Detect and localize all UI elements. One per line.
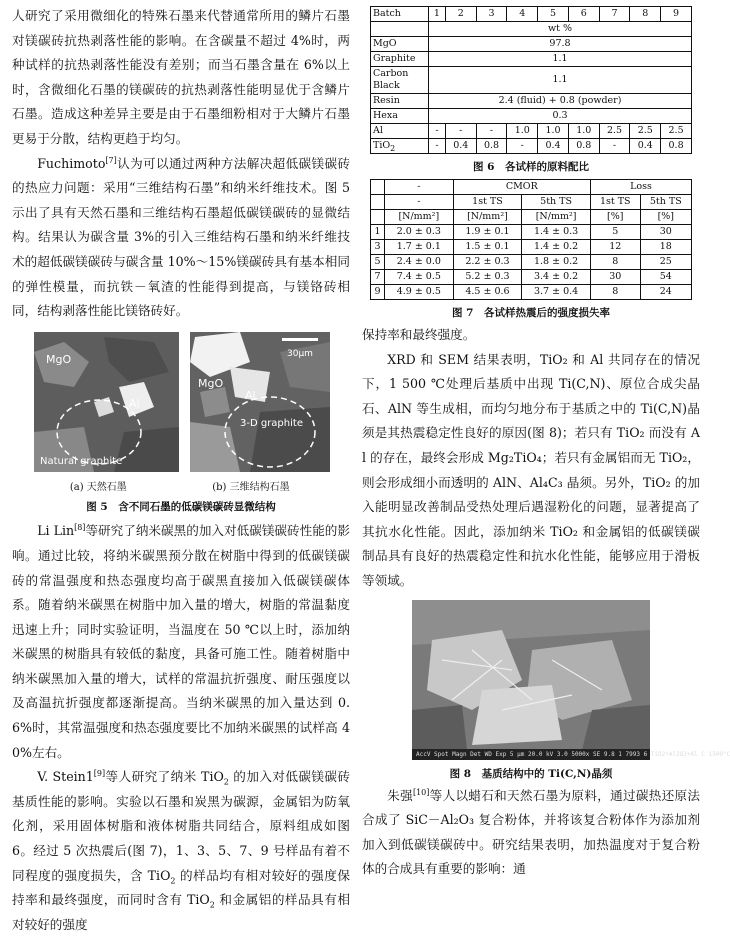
table-cell: - (385, 195, 454, 210)
table-cell: 4 (507, 7, 538, 22)
table-cell: - (429, 124, 446, 139)
paragraph-text: 的加入对低碳镁碳砖基质性能的影响。实验以石墨和炭黑为碳源，金属铝为防氧化剂，采用固体树脂和液体树脂共同结合，原料组成如图 6。经过 5 次热震后(图 7)，1、3、5、7、9 号样品有着不同程度的强度损失，含 TiO (12, 769, 350, 883)
label-natural-graphite: Natural graphite (40, 455, 123, 467)
label-3d-graphite: 3-D graphite (240, 417, 303, 429)
right-column (362, 4, 730, 882)
table-cell: 54 (640, 270, 691, 285)
author-name: V. Stein1 (37, 769, 94, 785)
table-cell: 5 (538, 7, 569, 22)
citation: [8] (74, 523, 86, 533)
subscript: 2 (390, 143, 396, 153)
author-name: Li Lin (37, 523, 75, 539)
label-al: Al (245, 388, 256, 402)
table-cell: wt % (429, 22, 692, 37)
table-row (371, 94, 692, 109)
table-cell (371, 210, 385, 225)
table-cell: 2.5 (630, 124, 661, 139)
paragraph-text: 认为可以通过两种方法解决超低碳镁碳砖的热应力问题：采用“三维结构石墨”和纳米纤维技术。图 5 示出了具有天然石墨和三维结构石墨超低碳镁碳砖的显微结构。结果认为碳含量 3%的引入三维结构石墨和纳米纤维技术的超低碳镁碳砖与碳含量 10%～15%镁碳砖具有基本相同的弹性模量，而抗铁－氧渣的性能得到提高，与镁铬砖相同，结构剥落性能比镁铬砖好。 (12, 155, 350, 319)
table-row (371, 139, 692, 154)
figure-5 (12, 332, 350, 516)
table-cell: [N/mm²] (522, 210, 591, 225)
table-cell: 2.4 (fluid) + 0.8 (powder) (429, 94, 692, 109)
cell-text: TiO (373, 140, 391, 151)
micrograph-3d-graphite (190, 332, 330, 472)
table-cell: 0.4 (630, 139, 661, 154)
table-cell: 30 (640, 225, 691, 240)
table-cell: MgO (371, 37, 429, 52)
sem-info-bar: AccV Spot Magn Det WD Exp 5 μm 20.0 kV 3.0 5000x SE 9.8 1 7993 6 TiO2+Al2O3+Al C 1500°C (412, 749, 650, 760)
table-cell: 3 (371, 240, 385, 255)
citation: [7] (105, 155, 117, 165)
table-cell: 1.0 (568, 124, 599, 139)
figure-6-caption: 图 6 各试样的原料配比 (473, 161, 589, 173)
table-cell: Carbon Black (371, 67, 429, 94)
table-cell: 0.4 (445, 139, 476, 154)
paragraph-text: 等研究了纳米碳黑的加入对低碳镁碳砖性能的影响。通过比较，将纳米碳黑预分散在树脂中得到的低碳镁碳砖的常温强度和热态强度均高于碳黑直接加入低碳镁碳体系。随着纳米碳黑在树脂中加入量的增大，树脂的常温黏度迅速上升；同时实验证明，当温度在 50 ℃以上时，添加纳米碳黑的树脂具有较低的黏度，具备可施工性。随着树脂中纳米碳黑加入量的增大，试样的常温抗折强度、耐压强度以及高温抗折强度都逐渐提高。当纳米碳黑的加入量达到 0.6%时，其常温强度和热态强度要比不加纳米碳黑的试样高 40%左右。 (12, 523, 350, 760)
table-header: Batch (371, 7, 429, 22)
paragraph-text: 等人研究了纳米 TiO (105, 769, 224, 785)
table-cell (371, 139, 429, 154)
table-cell: 3.4 ± 0.2 (522, 270, 591, 285)
table-cell: 1.4 ± 0.3 (522, 225, 591, 240)
table-cell: Al (371, 124, 429, 139)
figure-8 (362, 600, 730, 782)
table-row (371, 67, 692, 94)
table-cell: - (385, 180, 454, 195)
table-cell: Resin (371, 94, 429, 109)
table-cell: 0.4 (538, 139, 569, 154)
paragraph-xrd-sem: XRD 和 SEM 结果表明，TiO₂ 和 Al 共同存在的情况下，1 500 ℃处理后基质中出现 Ti(C,N)、原位合成尖晶石、AlN 等生成相，而均匀地分布于基质之中的 Ti(C,N)晶须是其热震稳定性良好的原因(图 8)；若只有 TiO₂ 而没有 Al 的存在，最终会形成 Mg₂TiO₄；若只有金属铝而无 TiO₂，则会形成细小而透明的 AlN、Al₄C₃ 晶须。另外，TiO₂ 的加入能明显改善制品受热处理后遇湿粉化的问题，显著提高了其抗水化性能。因此，添加纳米 TiO₂ 和金属铝的低碳镁碳制品具有良好的热震稳定性和抗水化性能，能够应用于滑板等领域。 (362, 351, 700, 588)
table-row (371, 255, 692, 270)
figure-8-caption: 图 8 基质结构中的 Ti(C,N)晶须 (449, 767, 613, 780)
left-column (12, 4, 350, 937)
table-cell (371, 195, 385, 210)
table-cell: [%] (590, 210, 640, 225)
table-cell: 8 (590, 285, 640, 300)
table-cell: 3.7 ± 0.4 (522, 285, 591, 300)
table-cell: Hexa (371, 109, 429, 124)
table-cell: 4.5 ± 0.6 (453, 285, 522, 300)
table-header: 5th TS (640, 195, 691, 210)
citation: [10] (412, 787, 430, 797)
table-cell: - (599, 139, 630, 154)
author-name: Fuchimoto (37, 155, 106, 171)
paragraph-continuation: 保持率和最终强度。 (362, 327, 476, 342)
table-row (371, 7, 692, 22)
table-cell: 24 (640, 285, 691, 300)
table-cell: - (429, 139, 446, 154)
figure-7 (362, 175, 700, 321)
sem-image-ticn-whiskers (412, 600, 730, 760)
table-cell: 1.8 ± 0.2 (522, 255, 591, 270)
subcaption-a: (a) 天然石墨 (69, 481, 127, 493)
table-cell: 1.0 (507, 124, 538, 139)
label-al: Al (129, 396, 140, 410)
table-cell: 97.8 (429, 37, 692, 52)
paragraph-zhu-qiang (362, 784, 700, 882)
figure-6 (362, 4, 700, 175)
author-name: 朱强 (387, 787, 413, 803)
table-cell: 1 (429, 7, 446, 22)
table-row (371, 195, 692, 210)
table-cell: - (445, 124, 476, 139)
table-cell: - (476, 124, 507, 139)
table-cell: 2.0 ± 0.3 (385, 225, 454, 240)
table-cell: 4.9 ± 0.5 (385, 285, 454, 300)
label-mgo: MgO (46, 352, 72, 366)
table-strength-loss (370, 179, 692, 300)
table-cell: 3 (476, 7, 507, 22)
table-cell: [%] (640, 210, 691, 225)
table-row (371, 240, 692, 255)
table-cell: 1.7 ± 0.1 (385, 240, 454, 255)
table-row (371, 225, 692, 240)
table-cell: [N/mm²] (453, 210, 522, 225)
table-cell: 2 (445, 7, 476, 22)
table-cell: 1.9 ± 0.1 (453, 225, 522, 240)
table-cell (371, 22, 429, 37)
table-header: 1st TS (590, 195, 640, 210)
table-cell: 6 (568, 7, 599, 22)
table-cell: 8 (590, 255, 640, 270)
table-cell: [N/mm²] (385, 210, 454, 225)
table-header: CMOR (453, 180, 590, 195)
table-header: 1st TS (453, 195, 522, 210)
table-row (371, 180, 692, 195)
table-header: Loss (590, 180, 691, 195)
table-cell: 0.8 (661, 139, 692, 154)
table-cell: 7.4 ± 0.5 (385, 270, 454, 285)
figure-7-caption: 图 7 各试样热震后的强度损失率 (452, 307, 610, 319)
table-cell: Graphite (371, 52, 429, 67)
table-cell: 1 (371, 225, 385, 240)
subcaption-b: (b) 三维结构石墨 (212, 481, 290, 493)
paragraph-text: 等人以蜡石和天然石墨为原料，通过碳热还原法合成了 SiC－Al₂O₃ 复合粉体，并将该复合粉体作为添加剂加入到低碳镁碳砖中。研究结果表明，加热温度对于复合粉体的合成具有重要的影响：通 (362, 787, 701, 877)
table-row (371, 109, 692, 124)
table-cell: 0.8 (476, 139, 507, 154)
table-raw-materials (370, 6, 692, 154)
table-cell: 18 (640, 240, 691, 255)
table-cell: 5 (371, 255, 385, 270)
table-cell: 9 (661, 7, 692, 22)
table-cell: 0.8 (568, 139, 599, 154)
subscript: 2 (170, 876, 176, 886)
paragraph-text: 和金属铝的样品具有相对较好的强度 (12, 892, 350, 932)
table-row (371, 37, 692, 52)
table-row (371, 210, 692, 225)
table-cell: 8 (630, 7, 661, 22)
table-row (371, 52, 692, 67)
scale-bar-label: 30μm (287, 348, 313, 359)
table-cell: 2.4 ± 0.0 (385, 255, 454, 270)
table-cell: 1.5 ± 0.1 (453, 240, 522, 255)
table-row (371, 285, 692, 300)
sem-texture-icon (412, 600, 650, 750)
table-row (371, 22, 692, 37)
table-cell: 1.0 (538, 124, 569, 139)
table-row (371, 270, 692, 285)
paragraph-text: 的样品均有相对较好的强度保持率和最终强度，而同时含有 TiO (12, 867, 350, 908)
table-cell: 1.1 (429, 67, 692, 94)
paragraph-fuchimoto (12, 152, 350, 324)
table-cell: 5 (590, 225, 640, 240)
table-cell: 1.4 ± 0.2 (522, 240, 591, 255)
micrograph-natural-graphite (34, 332, 179, 472)
table-cell: - (507, 139, 538, 154)
table-cell: 2.5 (661, 124, 692, 139)
subscript: 2 (209, 900, 215, 910)
table-cell: 25 (640, 255, 691, 270)
table-cell: 2.2 ± 0.3 (453, 255, 522, 270)
table-cell: 0.3 (429, 109, 692, 124)
figure-5-caption: 图 5 含不同石墨的低碳镁碳砖显微结构 (86, 501, 276, 514)
table-row (371, 124, 692, 139)
table-header: 5th TS (522, 195, 591, 210)
table-cell: 7 (371, 270, 385, 285)
table-cell: 5.2 ± 0.3 (453, 270, 522, 285)
table-cell (371, 180, 385, 195)
table-cell: 30 (590, 270, 640, 285)
table-cell: 9 (371, 285, 385, 300)
paragraph-graphite-study: 人研究了采用微细化的特殊石墨来代替通常所用的鳞片石墨对镁碳砖抗热剥落性能的影响。在含碳量不超过 4%时，两种试样的抗热剥落性能没有差别；而当石墨含量在 6%以上时，含微细化石墨的镁碳砖的抗热剥落性能明显优于含鳞片石墨。造成这种差异主要是由于石墨细粉相对于大鳞片石墨更易于分散，结构更趋于均匀。 (12, 8, 350, 146)
label-mgo: MgO (198, 376, 224, 390)
table-cell: 12 (590, 240, 640, 255)
citation: [9] (93, 769, 106, 779)
table-cell: 2.5 (599, 124, 630, 139)
table-cell: 7 (599, 7, 630, 22)
paragraph-stein (12, 765, 350, 937)
subscript: 2 (223, 777, 229, 787)
paragraph-li-lin (12, 519, 350, 765)
table-cell: 1.1 (429, 52, 692, 67)
